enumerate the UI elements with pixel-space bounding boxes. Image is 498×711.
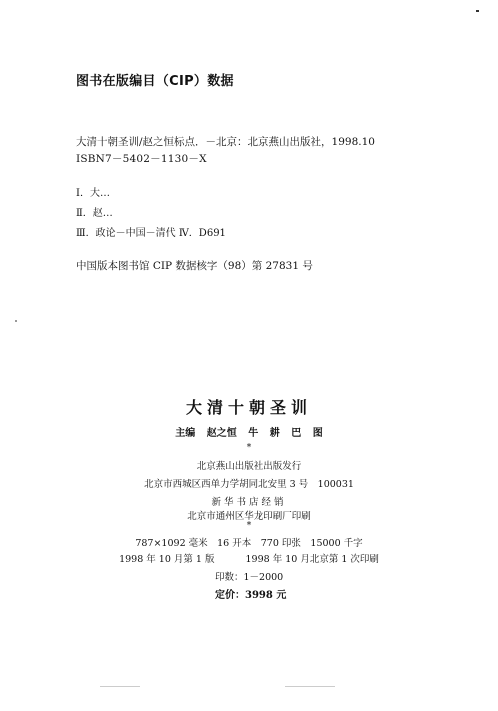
- editor-role: 主编: [175, 428, 196, 439]
- separator-star-2: *: [246, 521, 252, 531]
- editor-name-3a: 巴: [291, 428, 302, 439]
- scan-speck: [285, 686, 335, 687]
- editor-name-2a: 牛: [248, 428, 259, 439]
- editors-line: [0, 424, 498, 439]
- cip-data-number: 中国版本图书馆 CIP 数据核字（98）第 27831 号: [76, 260, 313, 272]
- isbn: ISBN7－5402－1130－X: [76, 153, 207, 165]
- editor-name-1: 赵之恒: [206, 428, 237, 439]
- price: 定价：3998 元: [215, 590, 287, 601]
- cip-heading: 图书在版编目（CIP）数据: [76, 74, 234, 89]
- distributor: 新华书店经销: [211, 497, 287, 508]
- scan-speck: [476, 10, 479, 12]
- print-run: 印数：1－2000: [215, 572, 284, 583]
- book-title: 大清十朝圣训: [185, 398, 312, 417]
- subject-entry-2: Ⅱ．赵…: [76, 208, 113, 219]
- publisher-address: 北京市西城区西单力学胡同北安里 3 号 100031: [144, 479, 354, 490]
- printing: 1998 年 10 月北京第 1 次印刷: [245, 554, 379, 565]
- publisher: 北京燕山出版社出版发行: [196, 461, 302, 472]
- edition: 1998 年 10 月第 1 版: [119, 554, 215, 565]
- printer: 北京市通州区华龙印刷厂印刷: [187, 511, 311, 522]
- subject-entry-3: Ⅲ．政论－中国－清代 Ⅳ．D691: [76, 228, 226, 239]
- subject-entry-1: Ⅰ．大…: [76, 188, 110, 199]
- scan-speck: [100, 686, 140, 687]
- edition-line: [0, 551, 498, 565]
- scan-speck: [15, 320, 17, 322]
- editor-name-2b: 耕: [269, 428, 280, 439]
- editor-name-3b: 图: [312, 428, 323, 439]
- format-specs: 787×1092 毫米 16 开本 770 印张 15000 千字: [135, 538, 363, 549]
- separator-star: *: [246, 443, 252, 453]
- catalog-line: 大清十朝圣训/赵之恒标点．－北京：北京燕山出版社，1998.10: [76, 136, 375, 148]
